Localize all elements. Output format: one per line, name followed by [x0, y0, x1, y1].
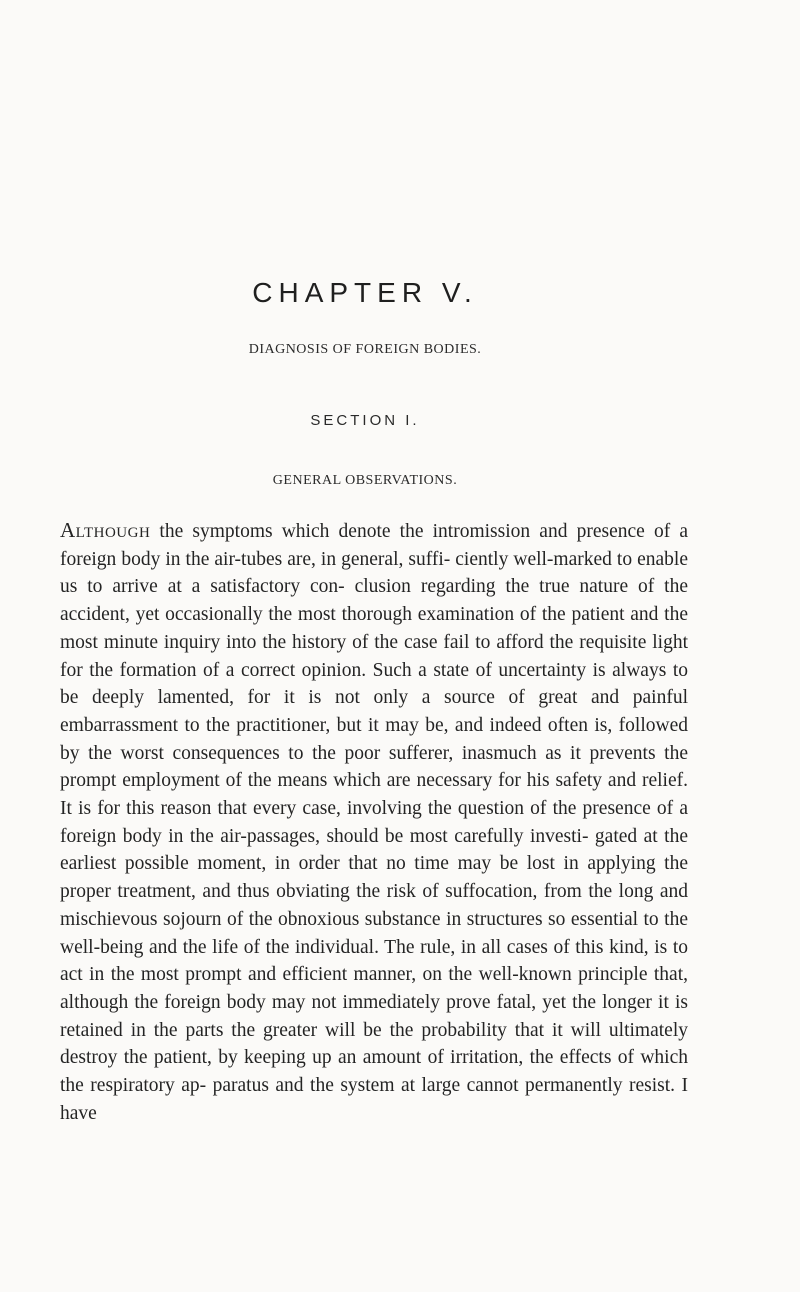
- lead-word: Although: [60, 518, 151, 542]
- section-subtitle: GENERAL OBSERVATIONS.: [272, 473, 458, 488]
- chapter-subtitle: DIAGNOSIS OF FOREIGN BODIES.: [248, 342, 482, 357]
- section-title: SECTION I.: [310, 412, 420, 429]
- body-paragraph: [60, 517, 688, 1127]
- paragraph-text: the symptoms which denote the intromission and presence of a foreign body in the air-tubes are, in general, suffi- ciently well-marked to enable us to arrive at a satisfactory con- clusion regarding the true nature of the accident, yet occasionally the most thorough examination of the patient and the most minute inquiry into the history of the case fail to afford the requisite light for the formation of a correct opinion. Such a state of uncertainty is always to be deeply lamented, for it is not only a source of great and painful embarrassment to the practitioner, but it may be, and indeed often is, followed by the worst consequences to the poor sufferer, inasmuch as it prevents the prompt employment of the means which are necessary for his safety and relief. It is for this reason that every case, involving the question of the presence of a foreign body in the air-passages, should be most carefully investi- gated at the earliest possible moment, in order that no time may be lost in applying the proper treatment, and thus obviating the risk of suffocation, from the long and mischievous sojourn of the obnoxious substance in structures so essential to the well-being and the life of the individual. The rule, in all cases of this kind, is to act in the most prompt and efficient manner, on the well-known principle that, although the foreign body may not immediately prove fatal, yet the longer it is retained in the parts the greater will be the probability that it will ultimately destroy the patient, by keeping up an amount of irritation, the effects of which the respiratory ap- paratus and the system at large cannot permanently resist. I have: [60, 521, 688, 1124]
- chapter-title: CHAPTER V.: [252, 277, 478, 308]
